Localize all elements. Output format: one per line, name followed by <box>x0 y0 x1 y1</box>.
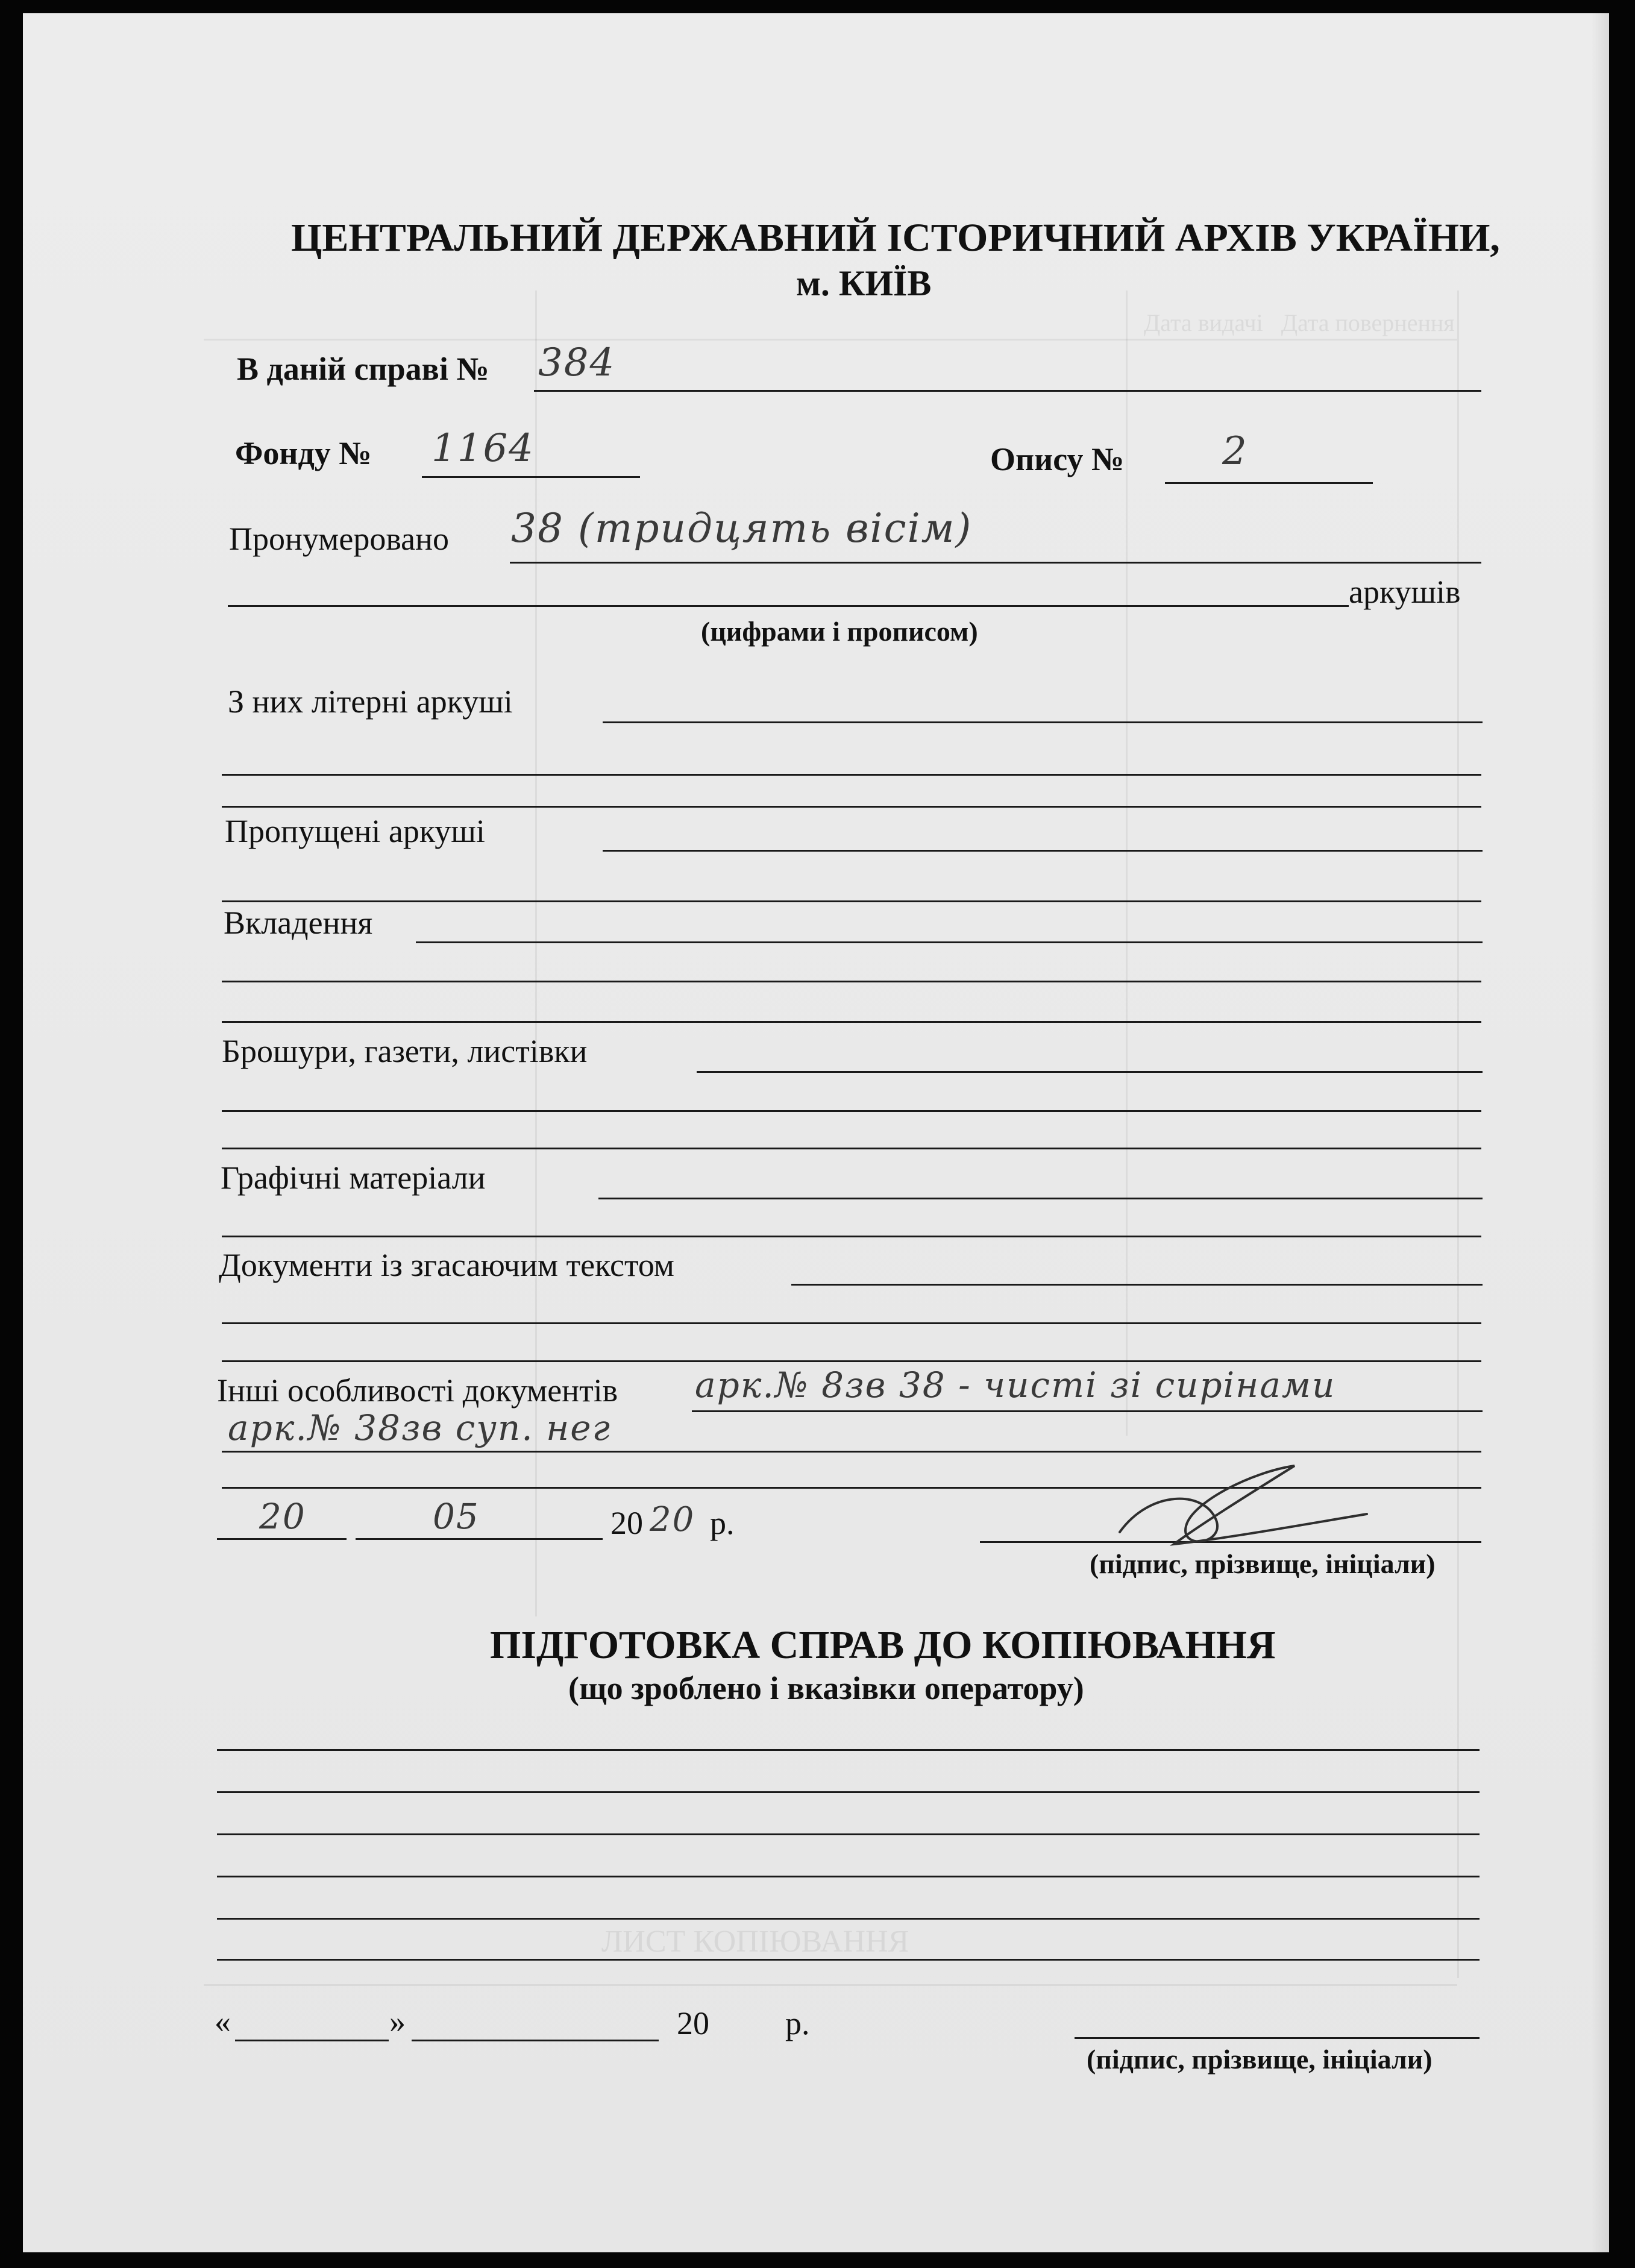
date2-signature-caption: (підпис, прізвище, ініціали) <box>1087 2044 1433 2075</box>
date1-r: р. <box>710 1505 735 1541</box>
other-features-label: Інші особливості документів <box>217 1372 618 1409</box>
letter-sheets-line-1 <box>603 721 1483 723</box>
other-features-line-1 <box>692 1410 1483 1412</box>
bleed-through-text: ЛИСТ КОПІЮВАННЯ <box>601 1924 909 1959</box>
date1-day-line <box>217 1538 347 1540</box>
letter-sheets-label: З них літерні аркуші <box>228 683 513 720</box>
date2-open-quote: « <box>215 2003 231 2040</box>
letter-sheets-line-3 <box>222 806 1481 808</box>
case-number-line <box>534 390 1481 392</box>
date1-signature-caption: (підпис, прізвище, ініціали) <box>1090 1548 1436 1579</box>
other-features-value-1[interactable]: арк.№ 8зв 38 - чисті зі сирінами <box>695 1365 1336 1406</box>
fond-number-line <box>422 476 640 478</box>
letter-sheets-line-2 <box>222 774 1481 776</box>
copy-prep-line-1 <box>217 1749 1480 1751</box>
attachments-line-3 <box>222 1021 1481 1023</box>
copy-prep-line-6 <box>217 1959 1480 1961</box>
case-number-value[interactable]: 384 <box>538 341 616 385</box>
copy-prep-line-2 <box>217 1791 1480 1793</box>
case-label: В даній справі № <box>237 351 489 387</box>
numbered-hint: (цифрами і прописом) <box>701 616 978 647</box>
copy-prep-line-3 <box>217 1833 1480 1835</box>
attachments-label: Вкладення <box>224 905 373 941</box>
bleed-through-rule <box>1457 291 1459 1978</box>
fading-text-line-2 <box>222 1322 1481 1324</box>
attachments-line-1 <box>416 941 1483 943</box>
fading-text-line-1 <box>791 1284 1483 1286</box>
other-features-line-2 <box>222 1451 1481 1453</box>
date2-r: р. <box>785 2005 810 2041</box>
fond-number-value[interactable]: 1164 <box>432 426 535 471</box>
fond-label: Фонду № <box>235 435 372 471</box>
signature-image <box>1096 1454 1409 1556</box>
fading-text-label: Документи із згасаючим текстом <box>219 1247 674 1283</box>
copy-prep-line-5 <box>217 1918 1480 1920</box>
archive-title: ЦЕНТРАЛЬНИЙ ДЕРЖАВНИЙ ІСТОРИЧНИЙ АРХІВ УКРАЇНИ, <box>291 216 1500 260</box>
missing-sheets-label: Пропущені аркуші <box>225 813 485 849</box>
numbered-value[interactable]: 38 (тридцять вісім) <box>511 505 973 551</box>
date1-month-value[interactable]: 05 <box>433 1496 480 1537</box>
opys-number-line <box>1165 482 1373 484</box>
opys-label: Опису № <box>990 441 1125 477</box>
date2-month-line <box>412 2040 659 2041</box>
opys-number-value[interactable]: 2 <box>1222 429 1248 474</box>
attachments-line-2 <box>222 981 1481 982</box>
numbered-label: Пронумеровано <box>229 521 449 557</box>
bleed-through-rule <box>204 1984 1457 1986</box>
bleed-through-text: Дата видачі Дата повернення <box>1144 309 1455 336</box>
fading-text-line-3 <box>222 1360 1481 1362</box>
copy-prep-title: ПІДГОТОВКА СПРАВ ДО КОПІЮВАННЯ <box>490 1623 1276 1667</box>
numbered-line-1 <box>510 562 1481 564</box>
missing-sheets-line-2 <box>222 900 1481 902</box>
graphic-materials-label: Графічні матеріали <box>221 1160 486 1196</box>
archive-city: м. КИЇВ <box>796 263 932 303</box>
copy-prep-line-4 <box>217 1876 1480 1877</box>
copy-prep-subtitle: (що зроблено і вказівки оператору) <box>568 1670 1084 1706</box>
bleed-through-rule <box>1126 291 1128 1436</box>
brochures-line-1 <box>697 1071 1483 1073</box>
bleed-through-rule <box>204 339 1457 341</box>
date1-year-prefix: 20 <box>610 1505 643 1541</box>
date1-month-line <box>356 1538 603 1540</box>
graphic-materials-line-2 <box>222 1236 1481 1237</box>
date2-day-line <box>235 2040 389 2041</box>
date1-year-suffix[interactable]: 20 <box>650 1500 695 1539</box>
numbered-line-2 <box>228 605 1349 607</box>
brochures-label: Брошури, газети, листівки <box>222 1033 588 1069</box>
date2-close-quote: » <box>389 2003 406 2040</box>
numbered-suffix: аркушів <box>1349 574 1461 610</box>
date1-day-value[interactable]: 20 <box>259 1496 306 1537</box>
brochures-line-2 <box>222 1110 1481 1112</box>
graphic-materials-line-1 <box>598 1198 1483 1199</box>
missing-sheets-line-1 <box>603 850 1483 852</box>
date2-signature-line <box>1075 2037 1480 2039</box>
date2-year: 20 <box>677 2005 709 2041</box>
archive-form-page <box>23 13 1609 2252</box>
other-features-value-2[interactable]: арк.№ 38зв суп. нег <box>228 1407 611 1448</box>
brochures-line-3 <box>222 1148 1481 1149</box>
